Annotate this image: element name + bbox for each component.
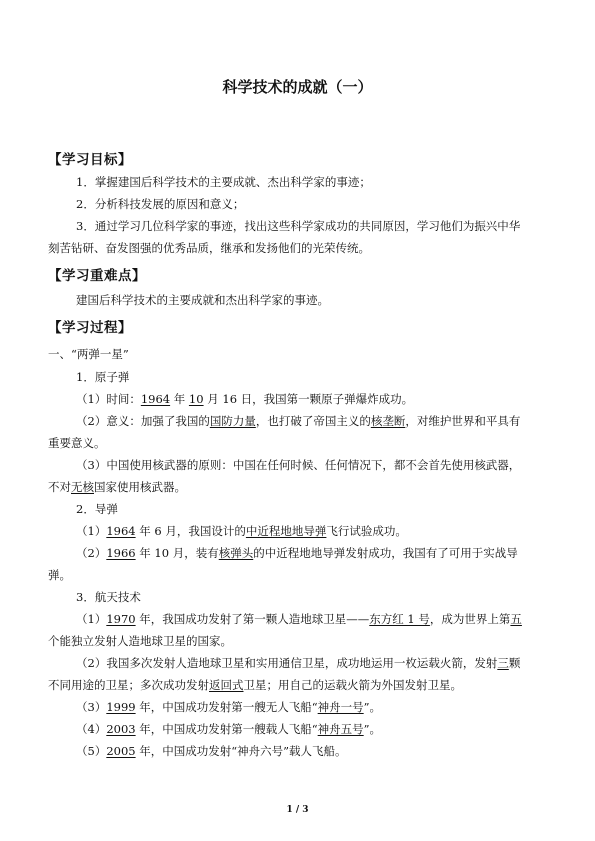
goal-item-2: 2．分析科技发展的原因和意义； (76, 197, 245, 211)
sub1-title: 1．原子弹 (76, 370, 130, 384)
space-item-4: （4）2003 年，中国成功发射第一艘载人飞船“神舟五号”。 (76, 722, 382, 736)
space-item-5: （5）2005 年，中国成功发射“神舟六号”载人飞船。 (76, 744, 347, 758)
atom-bomb-time: （1）时间：1964 年 10 月 16 日，我国第一颗原子弹爆炸成功。 (76, 392, 414, 406)
atom-bomb-significance-cont: 重要意义。 (48, 436, 106, 450)
space-item-2-cont: 不同用途的卫星；多次成功发射返回式卫星；用自己的运载火箭为外国发射卫星。 (48, 678, 462, 692)
space-item-1-cont: 个能独立发射人造地球卫星的国家。 (48, 634, 232, 648)
nuclear-principle: （3）中国使用核武器的原则：中国在任何时候、任何情况下，都不会首先使用核武器， (76, 458, 521, 472)
page-title: 科学技术的成就（一） (222, 78, 373, 96)
missile-item-2: （2）1966 年 10 月，装有核弹头的中近程地地导弹发射成功，我国有了可用于实战导 (76, 546, 518, 560)
space-item-1: （1）1970 年，我国成功发射了第一颗人造地球卫星——东方红 1 号，成为世界上第五 (76, 612, 522, 626)
part1-title: 一、“两弹一星” (48, 347, 129, 361)
goal-item-3-cont: 刻苦钻研、奋发图强的优秀品质，继承和发扬他们的光荣传统。 (48, 241, 370, 255)
space-item-3: （3）1999 年，中国成功发射第一艘无人飞船“神舟一号”。 (76, 700, 382, 714)
page-number: 1 / 3 (286, 805, 309, 815)
missile-item-2-cont: 弹。 (48, 568, 71, 582)
missile-item-1: （1）1964 年 6 月，我国设计的中近程地地导弹飞行试验成功。 (76, 524, 407, 538)
heading-process: 【学习过程】 (48, 320, 132, 336)
goal-item-3: 3．通过学习几位科学家的事迹，找出这些科学家成功的共同原因，学习他们为振兴中华 (76, 219, 521, 233)
nuclear-principle-cont: 不对无核国家使用核武器。 (48, 480, 186, 494)
space-item-2: （2）我国多次发射人造地球卫星和实用通信卫星，成功地运用一枚运载火箭，发射三颗 (76, 656, 521, 670)
heading-keypoints: 【学习重难点】 (48, 268, 146, 284)
atom-bomb-significance: （2）意义：加强了我国的国防力量，也打破了帝国主义的核垄断，对维护世界和平具有 (76, 414, 521, 428)
sub3-title: 3．航天技术 (76, 590, 141, 604)
sub2-title: 2．导弹 (76, 502, 118, 516)
keypoints-text: 建国后科学技术的主要成就和杰出科学家的事迹。 (76, 293, 329, 307)
heading-goals: 【学习目标】 (48, 152, 132, 168)
goal-item-1: 1．掌握建国后科学技术的主要成就、杰出科学家的事迹； (76, 175, 371, 189)
